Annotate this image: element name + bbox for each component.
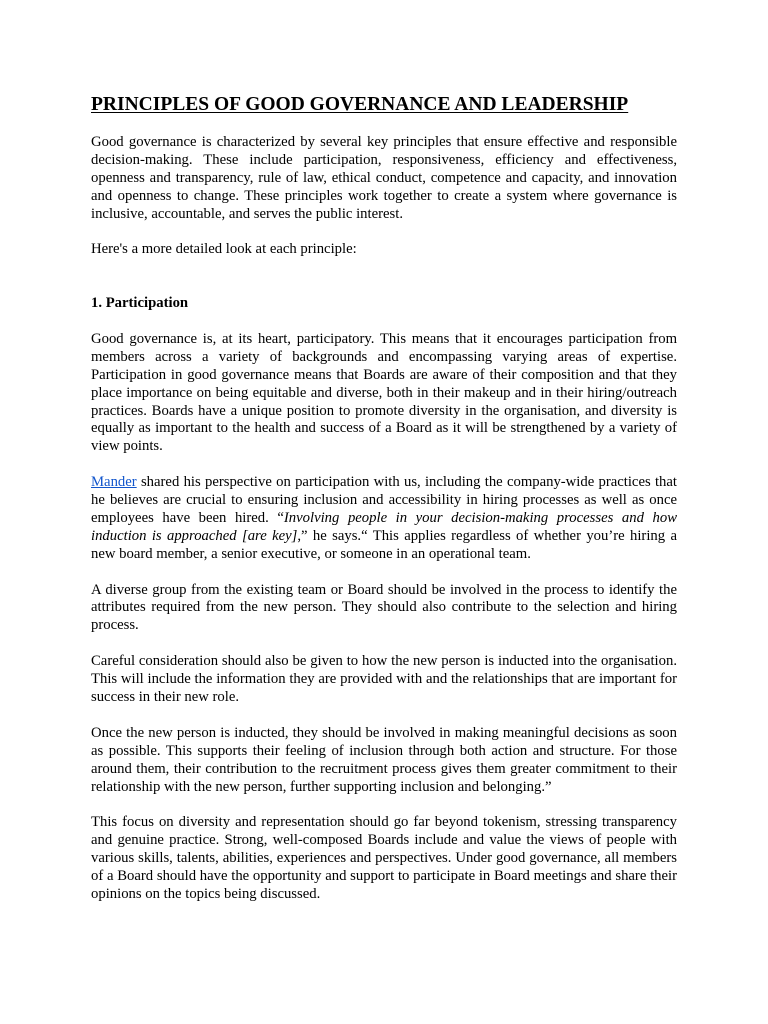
section-heading-participation: 1. Participation (91, 295, 189, 312)
participation-paragraph-6: This focus on diversity and representation should go far beyond tokenism, stressing transparency and genuine practice. Strong, well-composed Boards include and value the views of people with various skills, talents, abilities, experiences and perspectives. Under good governance, all members of a Board should have the opportunity and support to participate in Board meetings and share their opinions on the topics being discussed. (91, 814, 677, 902)
participation-paragraph-3: A diverse group from the existing team or Board should be involved in the process to identify the attributes required from the new person. They should also contribute to the selection and hiring process. (91, 581, 677, 634)
participation-paragraph-5: Once the new person is inducted, they should be involved in making meaningful decisions as soon as possible. This supports their feeling of inclusion through both action and structure. For those around them, their contribution to the recruitment process gives them greater commitment to their relationship with the new person, further supporting inclusion and belonging.” (91, 724, 677, 795)
mander-link[interactable]: Mander (91, 474, 137, 491)
document-title: PRINCIPLES OF GOOD GOVERNANCE AND LEADERSHIP (91, 94, 629, 115)
participation-paragraph-2 (91, 474, 677, 564)
document-page (91, 93, 677, 922)
participation-paragraph-1: Good governance is, at its heart, participatory. This means that it encourages participation from members across a variety of backgrounds and encompassing varying areas of expertise. Participation in good governance means that Boards are aware of their composition and that they place importance on being equitable and diverse, both in their makeup and in their hiring/outreach practices. Boards have a unique position to promote diversity in the organisation, and diversity is equally as important to the health and success of a Board as it will be strengthened by a variety of view points. (91, 330, 677, 455)
lead-in-paragraph: Here's a more detailed look at each principle: (91, 241, 357, 258)
participation-paragraph-4: Careful consideration should also be given to how the new person is inducted into the organisation. This will include the information they are provided with and the relationships that are important for success in their new role. (91, 653, 677, 705)
italic-quote: Involving people in your decision-making processes and how induction is approached [are key] (91, 509, 677, 544)
intro-paragraph: Good governance is characterized by several key principles that ensure effective and responsible decision-making. These include participation, responsiveness, efficiency and effectiveness, openness and transparency, rule of law, ethical conduct, competence and capacity, and innovation and openness to change. These principles work together to create a system where governance is inclusive, accountable, and serves the public interest. (91, 134, 677, 222)
paragraph-text: ,” he says.“ This applies regardless of whether you’re hiring a new board member, a senior executive, or someone in an operational team. (91, 527, 677, 562)
paragraph-text: shared his perspective on participation with us, including the company-wide practices that he believes are crucial to ensuring inclusion and accessibility in hiring processes as well as once employees have been hired. “ (91, 474, 677, 526)
